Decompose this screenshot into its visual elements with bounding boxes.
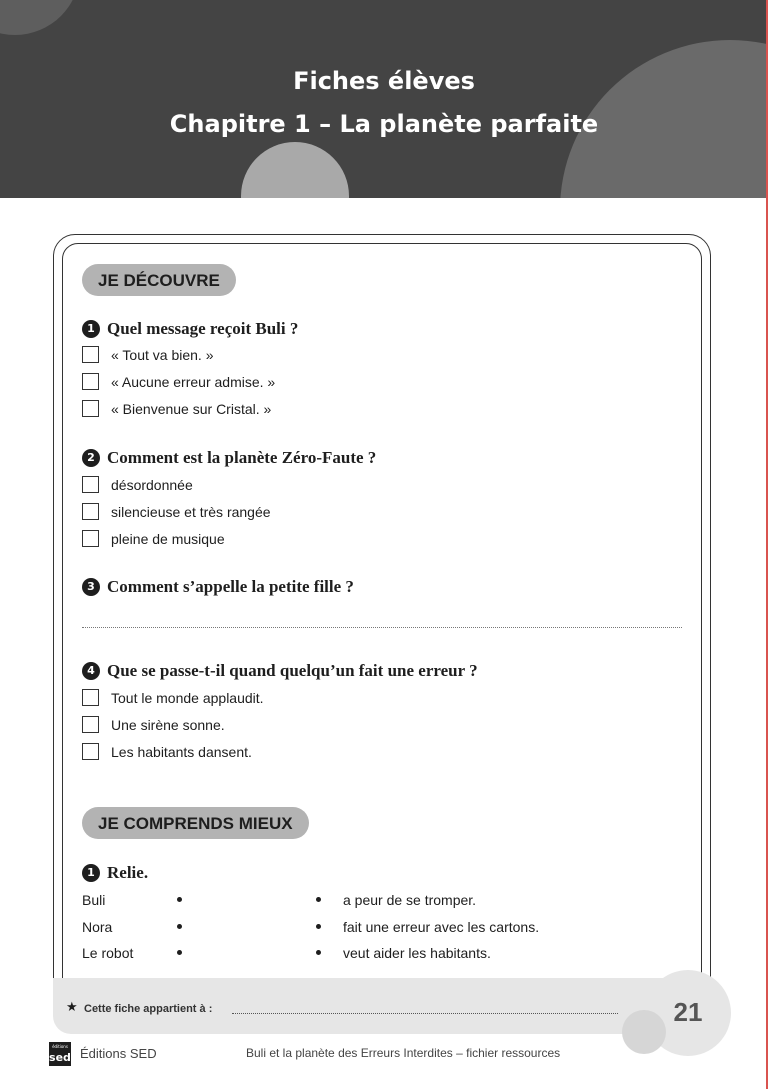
answer-line[interactable] [82,627,682,628]
relie-left-item: Buli [82,892,106,908]
publisher-name: Éditions SED [80,1046,157,1061]
page-header [0,0,768,198]
checkbox[interactable] [82,400,99,417]
question-text: Que se passe-t-il quand quelqu’un fait une erreur ? [107,661,478,680]
owner-name-line[interactable] [232,1013,618,1014]
question-number: 3 [82,578,100,596]
decor-circle [241,142,349,198]
relie-left-item: Nora [82,919,113,935]
link-dot[interactable] [177,924,182,929]
option-label: pleine de musique [111,530,225,547]
publisher-logo: éditions sed [49,1044,71,1064]
book-title: Buli et la planète des Erreurs Interdites – fichier ressources [246,1046,561,1060]
option-label: silencieuse et très rangée [111,503,271,520]
question-number: 4 [82,662,100,680]
checkbox[interactable] [82,373,99,390]
question-relie [82,863,148,883]
question-2 [82,448,376,468]
answer-option [82,373,275,390]
answer-option [82,503,271,520]
option-label: Tout le monde applaudit. [111,689,264,706]
option-label: « Tout va bien. » [111,346,214,363]
relie-left-item: Le robot [82,945,134,961]
option-label: désordonnée [111,476,193,493]
relie-right-item: veut aider les habitants. [343,945,491,961]
checkbox[interactable] [82,476,99,493]
star-icon: ★ [66,1000,78,1015]
question-text: Quel message reçoit Buli ? [107,319,299,338]
owner-label: Cette fiche appartient à : [84,1003,213,1015]
section-label-comprends: JE COMPRENDS MIEUX [82,807,309,839]
question-1 [82,319,298,339]
answer-option [82,743,252,760]
answer-option [82,400,271,417]
question-number: 1 [82,864,100,882]
checkbox[interactable] [82,716,99,733]
question-text: Comment s’appelle la petite fille ? [107,577,354,596]
section-label-decouvre: JE DÉCOUVRE [82,264,236,296]
answer-option [82,530,225,547]
answer-option [82,716,225,733]
option-label: Les habitants dansent. [111,743,252,760]
question-text: Comment est la planète Zéro-Faute ? [107,448,377,467]
question-number: 1 [82,320,100,338]
checkbox[interactable] [82,503,99,520]
checkbox[interactable] [82,346,99,363]
option-label: « Bienvenue sur Cristal. » [111,400,272,417]
answer-option [82,689,264,706]
relie-right-item: fait une erreur avec les cartons. [343,919,540,935]
answer-option [82,476,193,493]
option-label: « Aucune erreur admise. » [111,373,276,390]
link-dot[interactable] [177,950,182,955]
question-4 [82,661,478,681]
decor-circle [0,0,80,35]
question-number: 2 [82,449,100,467]
checkbox[interactable] [82,530,99,547]
relie-right-item: a peur de se tromper. [343,892,477,908]
answer-option [82,346,213,363]
header-title: Fiches élèves [293,67,475,95]
link-dot[interactable] [316,950,321,955]
checkbox[interactable] [82,743,99,760]
chapter-title: Chapitre 1 – La planète parfaite [169,110,599,138]
option-label: Une sirène sonne. [111,716,225,733]
question-3 [82,577,354,597]
question-text: Relie. [107,863,149,882]
link-dot[interactable] [177,897,182,902]
checkbox[interactable] [82,689,99,706]
link-dot[interactable] [316,897,321,902]
page-number: 21 [673,997,703,1027]
link-dot[interactable] [316,924,321,929]
